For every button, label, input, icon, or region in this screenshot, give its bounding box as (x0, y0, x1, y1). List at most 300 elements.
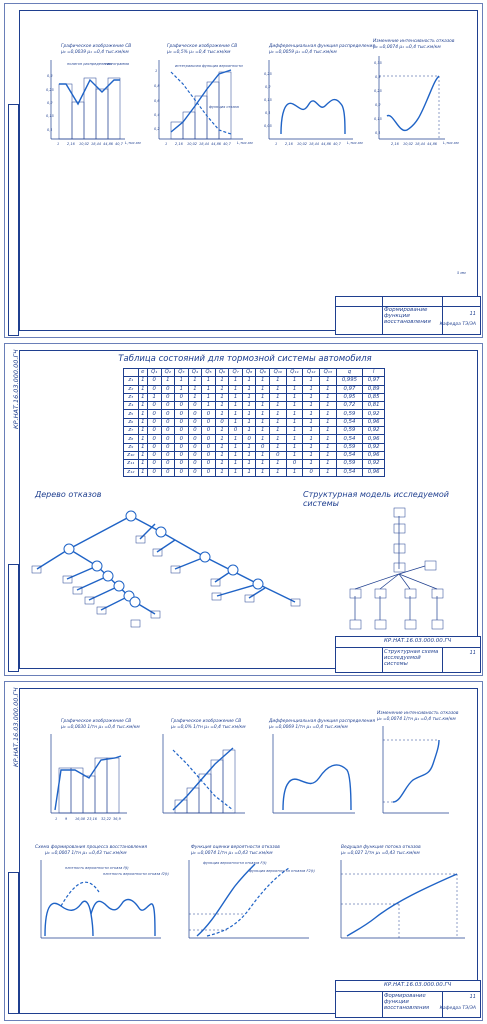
stamp-org: Кафедра ТЭ/ЭА (439, 322, 476, 327)
table-cell: 1 (256, 377, 270, 385)
svg-text:44,86: 44,86 (103, 142, 114, 146)
table-cell: 1 (256, 427, 270, 435)
table-cell: 0 (188, 435, 202, 443)
table-cell: 0,54 (336, 451, 363, 459)
table-cell: 1 (286, 427, 303, 435)
chart-integral (154, 43, 253, 146)
table-cell: z₁₂ (124, 468, 139, 476)
chart-subtitle: μ₀ =0,0007 1/тн μ₁ =0,43 тыс.км/км (45, 851, 127, 856)
chart-subtitle: μ₀ =0,027 1/тн μ₁ =0,43 тыс.км/км (341, 851, 420, 856)
table-cell: z₁ (124, 377, 139, 385)
table-cell: 0 (202, 468, 216, 476)
sheet-2-diagrams (5, 344, 484, 677)
table-cell: 0 (229, 427, 243, 435)
table-cell: 0,96 (363, 451, 385, 459)
title-block (335, 980, 481, 1018)
table-cell: 1 (270, 427, 287, 435)
table-cell: 1 (229, 451, 243, 459)
chart-subtitle: μ₀ =0,0059 μ₁ =0,4 тыс.км/км (269, 50, 337, 55)
chart-histogram-2 (51, 718, 140, 821)
table-cell: 0,995 (336, 377, 363, 385)
table-cell: 1 (215, 393, 229, 401)
svg-text:23,16: 23,16 (87, 817, 98, 821)
table-cell: 1 (286, 451, 303, 459)
label-integral: интегральная функция вероятности (175, 64, 243, 68)
table-cell: 0 (161, 410, 175, 418)
table-cell: 0 (175, 460, 189, 468)
tree-title: Дерево отказов (35, 490, 102, 499)
svg-text:0,25: 0,25 (374, 89, 382, 93)
svg-text:функция вероятности отказов F(: функция вероятности отказов F(t) (203, 861, 267, 865)
table-cell: 1 (303, 410, 320, 418)
svg-text:0,4: 0,4 (154, 113, 160, 117)
svg-text:0,05: 0,05 (264, 124, 272, 128)
table-cell: 1 (229, 435, 243, 443)
table-cell: 1 (215, 427, 229, 435)
table-cell: 0 (147, 443, 161, 451)
table-cell: 0 (175, 451, 189, 459)
table-cell: 1 (242, 451, 256, 459)
svg-text:0,15: 0,15 (374, 117, 382, 121)
bottom-note: 5 мм (457, 271, 466, 275)
table-cell: 0 (175, 443, 189, 451)
stamp-code: КР.НАТ.16.03.000.00.ГЧ (384, 982, 452, 988)
table-cell: 1 (320, 451, 337, 459)
table-cell: 1 (175, 377, 189, 385)
table-cell: 1 (215, 443, 229, 451)
table-cell: 1 (270, 402, 287, 410)
stamp-code: КР.НАТ.16.03.000.00.ГЧ (384, 638, 452, 644)
table-cell: 1 (242, 427, 256, 435)
label-histogram: гистограмма (105, 62, 129, 66)
svg-text:0,2: 0,2 (265, 85, 271, 89)
svg-text:2,16: 2,16 (67, 142, 75, 146)
table-cell: 0 (202, 410, 216, 418)
table-cell: 0 (242, 435, 256, 443)
table-cell: 1 (320, 402, 337, 410)
table-cell: 1 (270, 460, 287, 468)
table-cell: 0 (202, 418, 216, 426)
table-cell: 1 (215, 460, 229, 468)
table-cell: 0,85 (363, 393, 385, 401)
table-cell: 1 (286, 410, 303, 418)
stamp-title: Формирование функции восстановления (384, 307, 431, 325)
table-cell: z₁₀ (124, 451, 139, 459)
svg-text:16,08: 16,08 (75, 817, 86, 821)
table-cell: z₅ (124, 410, 139, 418)
stamp-sheets: 11 (469, 311, 476, 317)
svg-text:0,2: 0,2 (375, 103, 381, 107)
table-cell: 0 (175, 468, 189, 476)
table-cell: 1 (138, 393, 147, 401)
table-cell: 1 (320, 410, 337, 418)
table-cell: z₆ (124, 418, 139, 426)
svg-text:1: 1 (275, 142, 278, 146)
sheet-code-vertical: КР.НАТ.16.03.000.00.ГЧ (12, 687, 20, 767)
table-cell: z₈ (124, 435, 139, 443)
structural-model (350, 508, 443, 629)
svg-text:44,86: 44,86 (321, 142, 332, 146)
svg-text:2,16: 2,16 (175, 142, 183, 146)
table-cell: 0 (147, 418, 161, 426)
table-cell: 0 (161, 418, 175, 426)
table-cell: 0 (161, 451, 175, 459)
svg-text:0,2: 0,2 (47, 101, 53, 105)
table-cell: 0 (175, 427, 189, 435)
table-cell: 1 (270, 418, 287, 426)
table-cell: 1 (286, 393, 303, 401)
table-cell: 0 (147, 410, 161, 418)
table-cell: 0,54 (336, 468, 363, 476)
stamp-sheets: 11 (469, 650, 476, 656)
table-cell: 1 (161, 377, 175, 385)
svg-text:40,7: 40,7 (115, 142, 123, 146)
table-cell: 1 (215, 402, 229, 410)
chart-title: Дифференциальная функция распределения (269, 44, 375, 49)
svg-text:44,86: 44,86 (427, 142, 438, 146)
table-cell: 1 (270, 410, 287, 418)
chart-title: Изменение интенсивность отказов (373, 39, 455, 44)
table-cell: 0,59 (336, 460, 363, 468)
drawing-sheet-1 (4, 3, 483, 338)
table-cell: 1 (202, 385, 216, 393)
chart-subtitle: μ₀ =0,5% μ₁ =0,4 тыс.км/км (167, 50, 231, 55)
table-cell: 1 (303, 418, 320, 426)
table-cell: 1 (303, 460, 320, 468)
svg-text:44,86: 44,86 (211, 142, 222, 146)
table-header-cell: Q₇ (229, 369, 243, 377)
table-cell: 1 (229, 393, 243, 401)
chart-title: Функция оценки вероятности отказов (191, 845, 280, 850)
table-cell: 0 (188, 418, 202, 426)
table-cell: 1 (188, 377, 202, 385)
table-cell: 0,59 (336, 427, 363, 435)
table-cell: 0 (161, 435, 175, 443)
table-cell: 1 (256, 435, 270, 443)
table-cell: z₉ (124, 443, 139, 451)
table-cell: 0 (175, 393, 189, 401)
chart-subtitle: μ₀ =0,0069 1/тн μ₁ =0,4 тыс.км/км (269, 725, 348, 730)
table-cell: 0,59 (336, 410, 363, 418)
table-cell: 0 (188, 410, 202, 418)
table-cell: 0 (161, 385, 175, 393)
table-cell: 0,92 (363, 410, 385, 418)
table-cell: 0 (161, 443, 175, 451)
svg-text:плотность вероятности отказа f: плотность вероятности отказа f(t) (65, 866, 129, 870)
table-cell: 1 (242, 377, 256, 385)
table-cell: 1 (175, 385, 189, 393)
svg-text:0,3: 0,3 (375, 75, 381, 79)
table-cell: 0,96 (363, 435, 385, 443)
table-cell: 0 (303, 468, 320, 476)
table-header-cell: e (138, 369, 147, 377)
svg-text:0,3: 0,3 (47, 74, 53, 78)
chart-probability-estimate (189, 844, 315, 938)
table-cell: 1 (320, 427, 337, 435)
chart-integral-2 (163, 718, 246, 813)
table-cell: 0,89 (363, 385, 385, 393)
table-cell: 1 (147, 393, 161, 401)
table-cell: 1 (303, 443, 320, 451)
chart-leading-function (340, 844, 465, 938)
table-cell: 1 (138, 385, 147, 393)
chart-subtitle: μ₀ =0,0074 1/тн μ₁ =0,4 тыс.км/км (377, 717, 456, 722)
table-cell: z₃ (124, 393, 139, 401)
label-polygon: полигон распределения (67, 62, 112, 66)
table-cell: 0,92 (363, 460, 385, 468)
table-cell: 1 (215, 377, 229, 385)
chart-subtitle: μ₀ =0,0030 1/тн μ₁ =0,4 тыс.км/км (61, 725, 140, 730)
table-cell: 0 (161, 402, 175, 410)
table-cell: 1 (138, 443, 147, 451)
svg-text:9: 9 (65, 817, 68, 821)
table-header-cell: Q₉ (256, 369, 270, 377)
table-cell: 0 (175, 410, 189, 418)
table-cell: 0 (147, 435, 161, 443)
table-header-cell: Q₁₃ (320, 369, 337, 377)
table-cell: 1 (242, 418, 256, 426)
table-cell: 1 (215, 410, 229, 418)
chart-subtitle: μ₀ =0,0074 1/тн μ₁ =0,43 тыс.км/км (191, 851, 273, 856)
table-cell: 0,95 (336, 393, 363, 401)
table-cell: 1 (242, 460, 256, 468)
table-cell: 1 (270, 435, 287, 443)
table-cell: 1 (286, 402, 303, 410)
table-cell: 1 (138, 410, 147, 418)
table-cell: 0 (147, 402, 161, 410)
svg-text:0,2: 0,2 (154, 127, 160, 131)
stamp-org: Кафедра ТЭ/ЭА (439, 1006, 476, 1011)
table-cell: 1 (256, 393, 270, 401)
drawing-sheet-3 (4, 681, 483, 1021)
table-cell: 0,96 (363, 418, 385, 426)
table-cell: 0 (161, 460, 175, 468)
chart-title: Графическое изображение СВ (171, 719, 242, 724)
table-cell: 1 (138, 377, 147, 385)
table-cell: 1 (320, 435, 337, 443)
chart-subtitle: μ₀ =0,0039 μ₁ =0,4 тыс.км/км (61, 50, 129, 55)
table-cell: 1 (303, 377, 320, 385)
table-cell: 1 (229, 402, 243, 410)
stamp-title: Формирование функции восстановления (384, 993, 430, 1011)
sheet-1-graphics (5, 4, 484, 339)
table-cell: 0 (202, 443, 216, 451)
table-header-cell: Q₃ (175, 369, 189, 377)
table-cell: 1 (320, 393, 337, 401)
table-cell: 1 (215, 435, 229, 443)
table-cell: 1 (215, 468, 229, 476)
label-failure: функция отказа (209, 105, 239, 109)
table-cell: 1 (256, 451, 270, 459)
table-cell: 1 (320, 385, 337, 393)
chart-histogram (46, 43, 141, 146)
table-cell: 1 (202, 377, 216, 385)
stamp-title: Структурная схема исследуемой системы (384, 649, 439, 667)
table-cell: 0 (202, 451, 216, 459)
table-cell: 1 (138, 460, 147, 468)
table-cell: 0,59 (336, 443, 363, 451)
table-header-cell: Q₁₂ (303, 369, 320, 377)
table-cell: 1 (138, 451, 147, 459)
svg-text:L,тыс.км: L,тыс.км (443, 141, 459, 145)
svg-text:L,тыс.км: L,тыс.км (125, 141, 141, 145)
svg-text:2,16: 2,16 (391, 142, 399, 146)
table-cell: 1 (229, 468, 243, 476)
table-cell: 0 (161, 393, 175, 401)
table-cell: 0 (147, 460, 161, 468)
chart-title: Изменение интенсивность отказов (377, 711, 459, 716)
table-cell: 1 (303, 435, 320, 443)
table-cell: 1 (303, 427, 320, 435)
svg-text:36,9: 36,9 (113, 817, 121, 821)
table-cell: 0,97 (336, 385, 363, 393)
svg-text:1: 1 (57, 142, 60, 146)
table-cell: 1 (303, 385, 320, 393)
table-cell: 1 (242, 402, 256, 410)
table-cell: 1 (256, 410, 270, 418)
svg-text:0,15: 0,15 (46, 114, 54, 118)
svg-text:0,25: 0,25 (264, 72, 272, 76)
table-cell: 1 (242, 443, 256, 451)
table-cell: 1 (138, 468, 147, 476)
chart-differential (264, 43, 375, 146)
table-cell: 1 (188, 385, 202, 393)
table-header-cell: Q₁ (147, 369, 161, 377)
chart-intensity-2 (376, 710, 459, 813)
table-cell: 0 (188, 460, 202, 468)
table-cell: 0 (256, 443, 270, 451)
table-cell: 0 (147, 451, 161, 459)
chart-intensity (372, 38, 459, 146)
table-header-cell: Q₈ (242, 369, 256, 377)
table-cell: 0 (147, 427, 161, 435)
table-cell: 1 (202, 393, 216, 401)
table-header-cell: Q₁₁ (286, 369, 303, 377)
table-cell: 1 (138, 418, 147, 426)
table-cell: 1 (242, 393, 256, 401)
table-cell: 0 (202, 460, 216, 468)
table-cell: 1 (256, 385, 270, 393)
table-cell: 1 (242, 468, 256, 476)
struct-title: Структурная модель исследуемой системы (303, 490, 449, 508)
chart-title: Графическое изображение СВ (167, 44, 238, 49)
table-cell: 1 (242, 385, 256, 393)
chart-subtitle: μ₀ =0,0% 1/тн μ₁ =0,4 тыс.км/км (171, 725, 246, 730)
table-cell: 1 (138, 435, 147, 443)
table-cell: 1 (320, 468, 337, 476)
table-cell: 0,92 (363, 427, 385, 435)
table-title: Таблица состояний для тормозной системы автомобиля (118, 354, 372, 364)
table-header-cell: Q₂ (161, 369, 175, 377)
table-cell: 1 (286, 385, 303, 393)
table-cell: 1 (270, 468, 287, 476)
table-cell: 0 (188, 468, 202, 476)
svg-text:10,02: 10,02 (187, 142, 198, 146)
chart-subtitle: μ₀ =0,0074 μ₁ =0,4 тыс.км/км (373, 45, 441, 50)
svg-text:10,02: 10,02 (297, 142, 308, 146)
svg-text:L,тыс.км: L,тыс.км (347, 141, 363, 145)
table-cell: 1 (138, 427, 147, 435)
svg-text:18,44: 18,44 (309, 142, 320, 146)
table-cell: 1 (303, 451, 320, 459)
chart-title: Графическое изображение СВ (61, 719, 132, 724)
svg-text:функция вероятности отказов F2: функция вероятности отказов F2(t) (249, 869, 315, 873)
table-cell: 1 (270, 385, 287, 393)
table-cell: 0 (188, 443, 202, 451)
table-cell: 0 (147, 385, 161, 393)
table-cell: 0 (147, 468, 161, 476)
table-cell: 0 (147, 377, 161, 385)
svg-text:0,35: 0,35 (374, 61, 382, 65)
svg-text:18,44: 18,44 (199, 142, 210, 146)
table-cell: 1 (229, 377, 243, 385)
table-cell: 1 (256, 402, 270, 410)
stamp-sheets: 11 (469, 994, 476, 1000)
table-cell: 1 (286, 468, 303, 476)
table-cell: 0,92 (363, 443, 385, 451)
table-cell: 0,97 (363, 377, 385, 385)
chart-title: Графическое изображение СВ (61, 44, 132, 49)
svg-text:18,44: 18,44 (91, 142, 102, 146)
table-cell: 0 (188, 427, 202, 435)
table-cell: 1 (303, 393, 320, 401)
table-cell: 1 (286, 435, 303, 443)
table-cell: 1 (303, 402, 320, 410)
table-cell: 1 (215, 385, 229, 393)
svg-text:0,15: 0,15 (264, 98, 272, 102)
table-cell: 1 (229, 410, 243, 418)
table-cell: 1 (138, 402, 147, 410)
svg-text:0,6: 0,6 (154, 99, 160, 103)
table-cell: 0 (202, 427, 216, 435)
table-cell: 1 (256, 460, 270, 468)
chart-restoration (35, 844, 170, 938)
svg-text:10,02: 10,02 (403, 142, 414, 146)
table-cell: 0 (270, 451, 287, 459)
svg-text:1: 1 (155, 69, 158, 73)
drawing-sheet-2 (4, 343, 483, 676)
table-cell: 0 (188, 402, 202, 410)
table-header-cell: Q₅ (202, 369, 216, 377)
table-cell: z₇ (124, 427, 139, 435)
table-cell: 1 (270, 377, 287, 385)
table-cell: 0 (286, 460, 303, 468)
table-cell: 1 (242, 410, 256, 418)
fault-tree (32, 511, 300, 627)
table-cell: 1 (320, 418, 337, 426)
table-cell: 0,72 (336, 402, 363, 410)
table-cell: 1 (320, 377, 337, 385)
table-cell: 0,54 (336, 435, 363, 443)
table-cell: 1 (286, 443, 303, 451)
table-cell: 1 (188, 393, 202, 401)
table-cell: 1 (229, 443, 243, 451)
table-header-cell: l (363, 369, 385, 377)
svg-text:10,02: 10,02 (79, 142, 90, 146)
table-header-cell: Q₄ (188, 369, 202, 377)
svg-text:32,22: 32,22 (101, 817, 112, 821)
table-cell: 0 (175, 418, 189, 426)
svg-text:1: 1 (165, 142, 168, 146)
svg-text:L,тыс.км: L,тыс.км (237, 141, 253, 145)
table-cell: 0,81 (363, 402, 385, 410)
table-cell: 0 (175, 435, 189, 443)
chart-title: Дифференциальная функция распределения (269, 719, 375, 724)
svg-text:1: 1 (55, 817, 58, 821)
table-cell: 1 (270, 393, 287, 401)
table-header-cell: q (336, 369, 363, 377)
sheet-code-vertical: КР.НАТ.16.03.000.00.ГЧ (12, 349, 20, 429)
